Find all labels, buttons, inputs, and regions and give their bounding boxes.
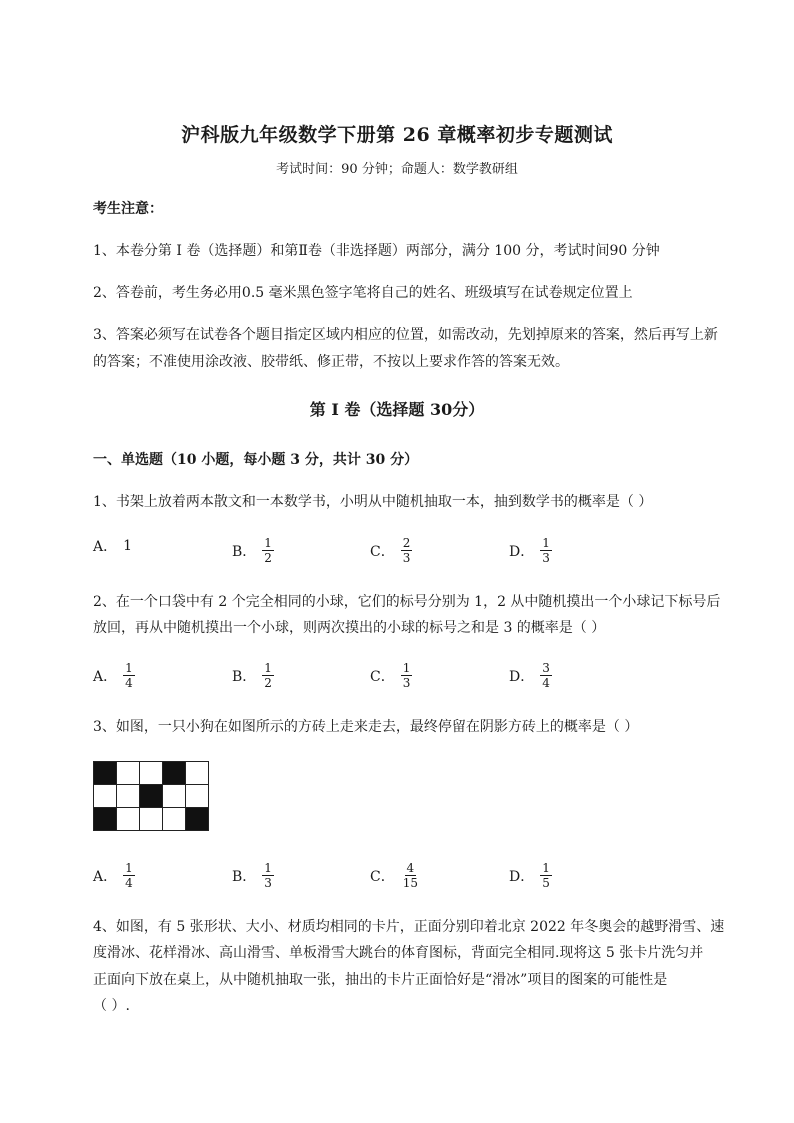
part-heading: 一、单选题（10 小题，每小题 3 分，共计 30 分） bbox=[93, 452, 419, 468]
question-1-text: 1、书架上放着两本散文和一本数学书，小明从中随机抽取一本，抽到数学书的概率是（ ） bbox=[93, 494, 653, 510]
q3-option-d[interactable]: D． $\frac{1}{5}$ bbox=[509, 861, 550, 890]
question-4-text-cont-2: 正面向下放在桌上，从中随机抽取一张，抽出的卡片正面恰好是“滑冰”项目的图案的可能性是 bbox=[93, 972, 668, 988]
shaded-tile bbox=[140, 785, 163, 808]
plain-tile bbox=[117, 808, 140, 831]
q1-option-a[interactable]: A． 1 bbox=[93, 538, 133, 555]
q2-option-a[interactable]: A． $\frac{1}{4}$ bbox=[93, 661, 133, 690]
section-title: 第 I 卷（选择题 30分） bbox=[309, 400, 485, 419]
notice-item-3: 3、答案必须写在试卷各个题目指定区域内相应的位置，如需改动，先划掉原来的答案，然后再写上新 bbox=[93, 327, 718, 343]
question-2-text: 2、在一个口袋中有 2 个完全相同的小球，它们的标号分别为 1，2 从中随机摸出一个小球记下标号后 bbox=[93, 594, 721, 610]
question-4-text: 4、如图，有 5 张形状、大小、材质均相同的卡片，正面分别印着北京 2022 年冬奥会的越野滑雪、速 bbox=[93, 919, 725, 935]
plain-tile bbox=[186, 762, 209, 785]
q3-option-b[interactable]: B． $\frac{1}{3}$ bbox=[232, 861, 272, 890]
q3-option-c[interactable]: C． $\frac{4}{15}$ bbox=[370, 861, 418, 890]
plain-tile bbox=[117, 762, 140, 785]
q3-option-a[interactable]: A． $\frac{1}{4}$ bbox=[93, 861, 133, 890]
question-2-text-cont: 放回，再从中随机摸出一个小球，则两次摸出的小球的标号之和是 3 的概率是（ ） bbox=[93, 620, 606, 636]
plain-tile bbox=[140, 762, 163, 785]
notice-item-2: 2、答卷前，考生务必用0.5 毫米黑色签字笔将自己的姓名、班级填写在试卷规定位置上 bbox=[93, 285, 633, 301]
q1-option-d[interactable]: D． $\frac{1}{3}$ bbox=[509, 536, 550, 565]
plain-tile bbox=[186, 785, 209, 808]
q2-option-b[interactable]: B． $\frac{1}{2}$ bbox=[232, 661, 272, 690]
q1-option-c[interactable]: C． $\frac{2}{3}$ bbox=[370, 536, 411, 565]
notice-item-1: 1、本卷分第 I 卷（选择题）和第Ⅱ卷（非选择题）两部分，满分 100 分，考试时间90 分钟 bbox=[93, 243, 660, 259]
plain-tile bbox=[117, 785, 140, 808]
question-4-text-cont-3: （ ）. bbox=[93, 998, 130, 1014]
notice-heading: 考生注意： bbox=[93, 201, 163, 217]
shaded-tile bbox=[94, 762, 117, 785]
q2-option-c[interactable]: C． $\frac{1}{3}$ bbox=[370, 661, 411, 690]
notice-item-3-cont: 的答案；不准使用涂改液、胶带纸、修正带，不按以上要求作答的答案无效。 bbox=[93, 354, 569, 370]
plain-tile bbox=[140, 808, 163, 831]
shaded-tile bbox=[163, 762, 186, 785]
shaded-tile bbox=[94, 808, 117, 831]
plain-tile bbox=[94, 785, 117, 808]
q2-option-d[interactable]: D． $\frac{3}{4}$ bbox=[509, 661, 550, 690]
question-4-text-cont-1: 度滑冰、花样滑冰、高山滑雪、单板滑雪大跳台的体育图标，背面完全相同.现将这 5 张卡片洗匀并 bbox=[93, 945, 704, 961]
exam-info: 考试时间：90 分钟；命题人：数学教研组 bbox=[276, 162, 518, 177]
tile-grid-figure bbox=[93, 761, 209, 831]
page-title: 沪科版九年级数学下册第 26 章概率初步专题测试 bbox=[181, 124, 613, 146]
q1-option-b[interactable]: B． $\frac{1}{2}$ bbox=[232, 536, 272, 565]
shaded-tile bbox=[186, 808, 209, 831]
plain-tile bbox=[163, 808, 186, 831]
question-3-text: 3、如图，一只小狗在如图所示的方砖上走来走去，最终停留在阴影方砖上的概率是（ ） bbox=[93, 719, 639, 735]
plain-tile bbox=[163, 785, 186, 808]
